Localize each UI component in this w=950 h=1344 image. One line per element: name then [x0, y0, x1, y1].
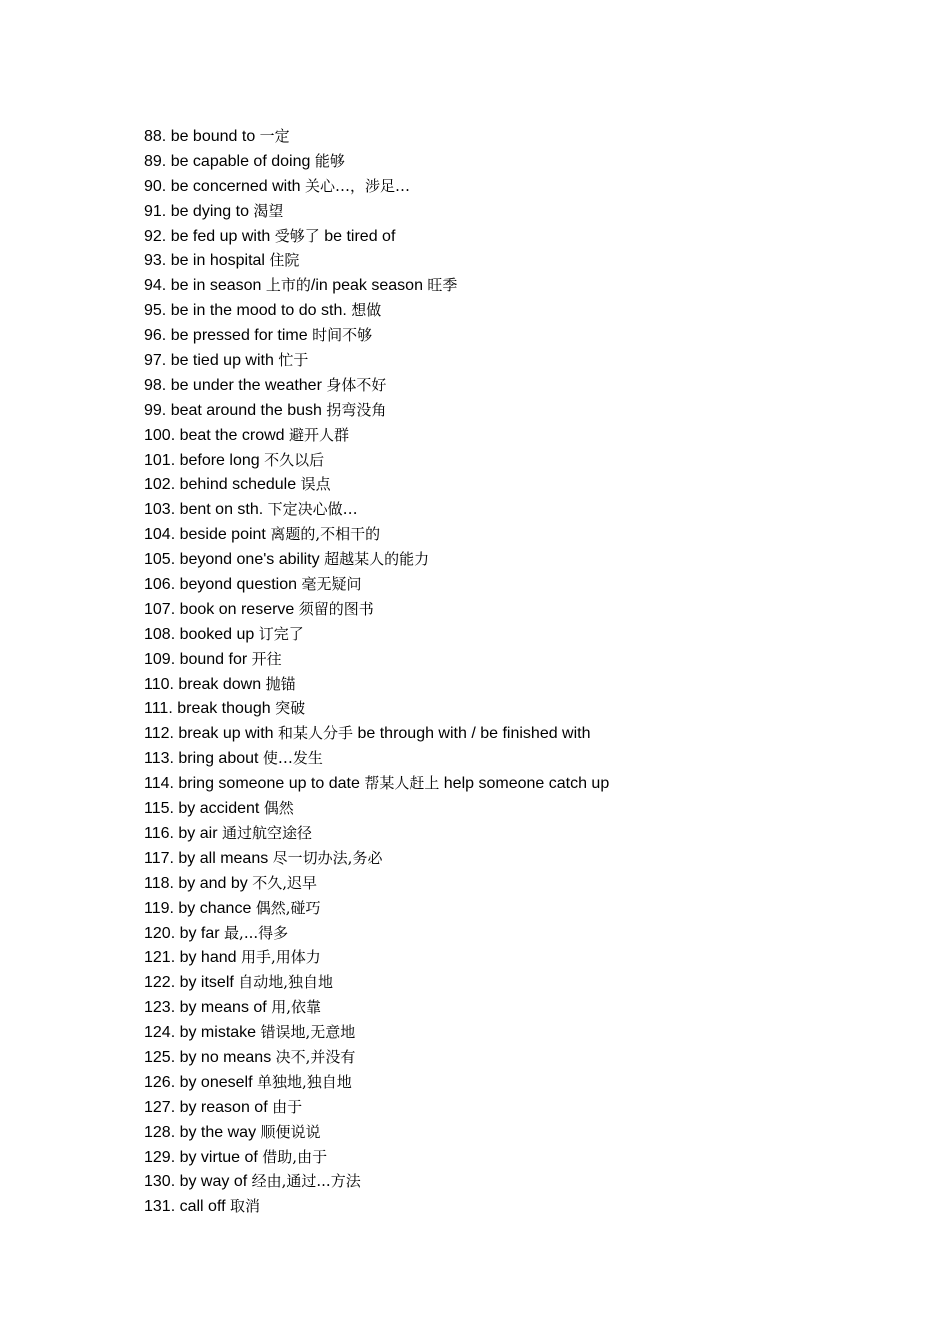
chinese-meaning: 不久,迟早	[252, 873, 318, 892]
phrase-entry	[144, 398, 609, 423]
chinese-meaning: 顺便说说	[260, 1122, 321, 1141]
english-phrase-extra: be through with / be finished with	[353, 725, 591, 743]
chinese-meaning: 下定决心做…	[267, 500, 358, 519]
english-phrase: 93. be in hospital	[144, 252, 270, 270]
english-phrase: 96. be pressed for time	[144, 327, 313, 345]
phrase-entry	[144, 796, 609, 821]
chinese-meaning: 突破	[275, 699, 306, 718]
english-phrase-extra: /in peak season	[310, 277, 428, 295]
chinese-meaning: 订完了	[258, 624, 304, 643]
english-phrase: 126. by oneself	[144, 1073, 257, 1091]
english-phrase: 116. by air	[144, 824, 222, 842]
chinese-meaning: 拐弯没角	[326, 400, 387, 419]
chinese-meaning: 能够	[314, 151, 345, 170]
chinese-meaning: 通过航空途径	[221, 823, 312, 842]
chinese-meaning: 开往	[251, 649, 282, 668]
chinese-meaning: 不久以后	[264, 450, 325, 469]
english-phrase: 98. be under the weather	[144, 376, 327, 394]
chinese-meaning: 误点	[300, 475, 331, 494]
english-phrase: 108. booked up	[144, 625, 259, 643]
chinese-meaning: 离题的,不相干的	[270, 525, 381, 544]
english-phrase: 101. before long	[144, 451, 265, 469]
phrase-entry	[144, 746, 609, 771]
phrase-entry	[144, 1120, 609, 1145]
english-phrase: 109. bound for	[144, 650, 252, 668]
phrase-entry	[144, 199, 609, 224]
english-phrase: 117. by all means	[144, 849, 273, 867]
english-phrase: 121. by hand	[144, 949, 241, 967]
phrase-entry	[144, 672, 609, 697]
phrase-entry	[144, 1045, 609, 1070]
english-phrase: 123. by means of	[144, 999, 272, 1017]
english-phrase-extra: be tired of	[319, 227, 396, 245]
chinese-meaning: 偶然,碰巧	[255, 898, 321, 917]
chinese-meaning: 想做	[351, 301, 382, 320]
english-phrase: 92. be fed up with	[144, 227, 275, 245]
english-phrase: 89. be capable of doing	[144, 152, 315, 170]
phrase-entry	[144, 945, 609, 970]
chinese-meaning: 使…发生	[262, 749, 323, 768]
english-phrase: 110. break down	[144, 675, 266, 693]
phrase-entry	[144, 149, 609, 174]
english-phrase: 125. by no means	[144, 1048, 276, 1066]
phrase-entry	[144, 572, 609, 597]
phrase-entry	[144, 472, 609, 497]
english-phrase: 128. by the way	[144, 1123, 261, 1141]
chinese-meaning: 用手,用体力	[240, 948, 321, 967]
phrase-entry	[144, 995, 609, 1020]
chinese-meaning: 尽一切办法,务必	[272, 848, 383, 867]
english-phrase: 129. by virtue of	[144, 1148, 263, 1166]
english-phrase: 111. break though	[144, 700, 276, 718]
english-phrase: 102. behind schedule	[144, 476, 301, 494]
phrase-entry	[144, 1020, 609, 1045]
phrase-entry	[144, 522, 609, 547]
chinese-meaning: 和某人分手	[278, 724, 354, 743]
english-phrase: 130. by way of	[144, 1173, 252, 1191]
chinese-meaning: 时间不够	[312, 326, 373, 345]
chinese-meaning: 一定	[259, 127, 290, 145]
phrase-entry	[144, 1169, 609, 1194]
english-phrase: 100. beat the crowd	[144, 426, 289, 444]
phrase-entry	[144, 1145, 609, 1170]
phrase-entry	[144, 248, 609, 273]
chinese-meaning: 决不,并没有	[275, 1047, 356, 1066]
english-phrase: 122. by itself	[144, 974, 239, 992]
english-phrase: 112. break up with	[144, 725, 279, 743]
phrase-entry	[144, 348, 609, 373]
chinese-meaning: 超越某人的能力	[324, 550, 430, 569]
chinese-meaning: 经由,通过...方法	[251, 1172, 361, 1191]
english-phrase: 105. beyond one's ability	[144, 551, 325, 569]
chinese-meaning: 帮某人赶上	[364, 774, 440, 793]
chinese-meaning: 最,...得多	[224, 923, 289, 942]
english-phrase: 114. bring someone up to date	[144, 775, 365, 793]
english-phrase: 88. be bound to	[144, 128, 260, 145]
phrase-entry	[144, 1070, 609, 1095]
phrase-entry	[144, 846, 609, 871]
phrase-entry	[144, 622, 609, 647]
phrase-entry	[144, 423, 609, 448]
chinese-meaning: 偶然	[263, 799, 294, 818]
phrase-entry	[144, 771, 609, 796]
chinese-meaning: 上市的	[265, 276, 311, 295]
phrase-entry	[144, 721, 609, 746]
phrase-entry	[144, 647, 609, 672]
chinese-meaning: 受够了	[274, 226, 320, 245]
english-phrase: 103. bent on sth.	[144, 501, 268, 519]
phrase-entry	[144, 323, 609, 348]
english-phrase: 118. by and by	[144, 874, 253, 892]
english-phrase: 91. be dying to	[144, 202, 254, 220]
chinese-meaning: 单独地,独自地	[256, 1072, 352, 1091]
chinese-meaning: 取消	[229, 1197, 260, 1216]
english-phrase: 127. by reason of	[144, 1098, 273, 1116]
english-phrase: 94. be in season	[144, 277, 266, 295]
phrase-entry	[144, 547, 609, 572]
english-phrase: 120. by far	[144, 924, 225, 942]
chinese-meaning: 毫无疑问	[301, 575, 362, 594]
phrase-list	[144, 124, 609, 1219]
chinese-meaning: 渴望	[253, 201, 284, 220]
chinese-meaning: 抛锚	[265, 674, 296, 693]
phrase-entry	[144, 497, 609, 522]
english-phrase: 113. bring about	[144, 750, 263, 768]
english-phrase: 90. be concerned with	[144, 177, 305, 195]
chinese-meaning: 身体不好	[326, 375, 387, 394]
english-phrase: 119. by chance	[144, 899, 256, 917]
english-phrase: 95. be in the mood to do sth.	[144, 302, 352, 320]
english-phrase: 97. be tied up with	[144, 352, 279, 370]
chinese-meaning: 用,依靠	[271, 998, 321, 1017]
english-phrase: 107. book on reserve	[144, 600, 299, 618]
chinese-meaning: 住院	[269, 251, 300, 270]
phrase-entry	[144, 821, 609, 846]
phrase-entry	[144, 1095, 609, 1120]
chinese-meaning-extra: 旺季	[427, 276, 458, 295]
phrase-entry	[144, 896, 609, 921]
phrase-entry	[144, 696, 609, 721]
phrase-entry	[144, 1194, 609, 1219]
phrase-entry	[144, 970, 609, 995]
chinese-meaning: 错误地,无意地	[260, 1023, 356, 1042]
english-phrase-extra: help someone catch up	[439, 775, 610, 793]
phrase-entry	[144, 298, 609, 323]
chinese-meaning: 须留的图书	[298, 599, 374, 618]
phrase-entry	[144, 224, 609, 249]
phrase-entry	[144, 597, 609, 622]
phrase-entry	[144, 871, 609, 896]
chinese-meaning: 由于	[272, 1097, 303, 1116]
chinese-meaning: 避开人群	[288, 425, 349, 444]
english-phrase: 99. beat around the bush	[144, 401, 327, 419]
phrase-entry	[144, 273, 609, 298]
chinese-meaning: 忙于	[278, 351, 309, 370]
english-phrase: 124. by mistake	[144, 1024, 261, 1042]
chinese-meaning: 自动地,独自地	[238, 973, 334, 992]
chinese-meaning: 借助,由于	[262, 1147, 328, 1166]
chinese-meaning: 关心…，涉足…	[305, 176, 411, 195]
english-phrase: 115. by accident	[144, 800, 264, 818]
phrase-entry	[144, 448, 609, 473]
phrase-entry	[144, 174, 609, 199]
phrase-entry	[144, 373, 609, 398]
english-phrase: 106. beyond question	[144, 576, 302, 594]
phrase-entry	[144, 921, 609, 946]
phrase-entry	[144, 124, 609, 149]
english-phrase: 131. call off	[144, 1198, 230, 1216]
english-phrase: 104. beside point	[144, 526, 271, 544]
